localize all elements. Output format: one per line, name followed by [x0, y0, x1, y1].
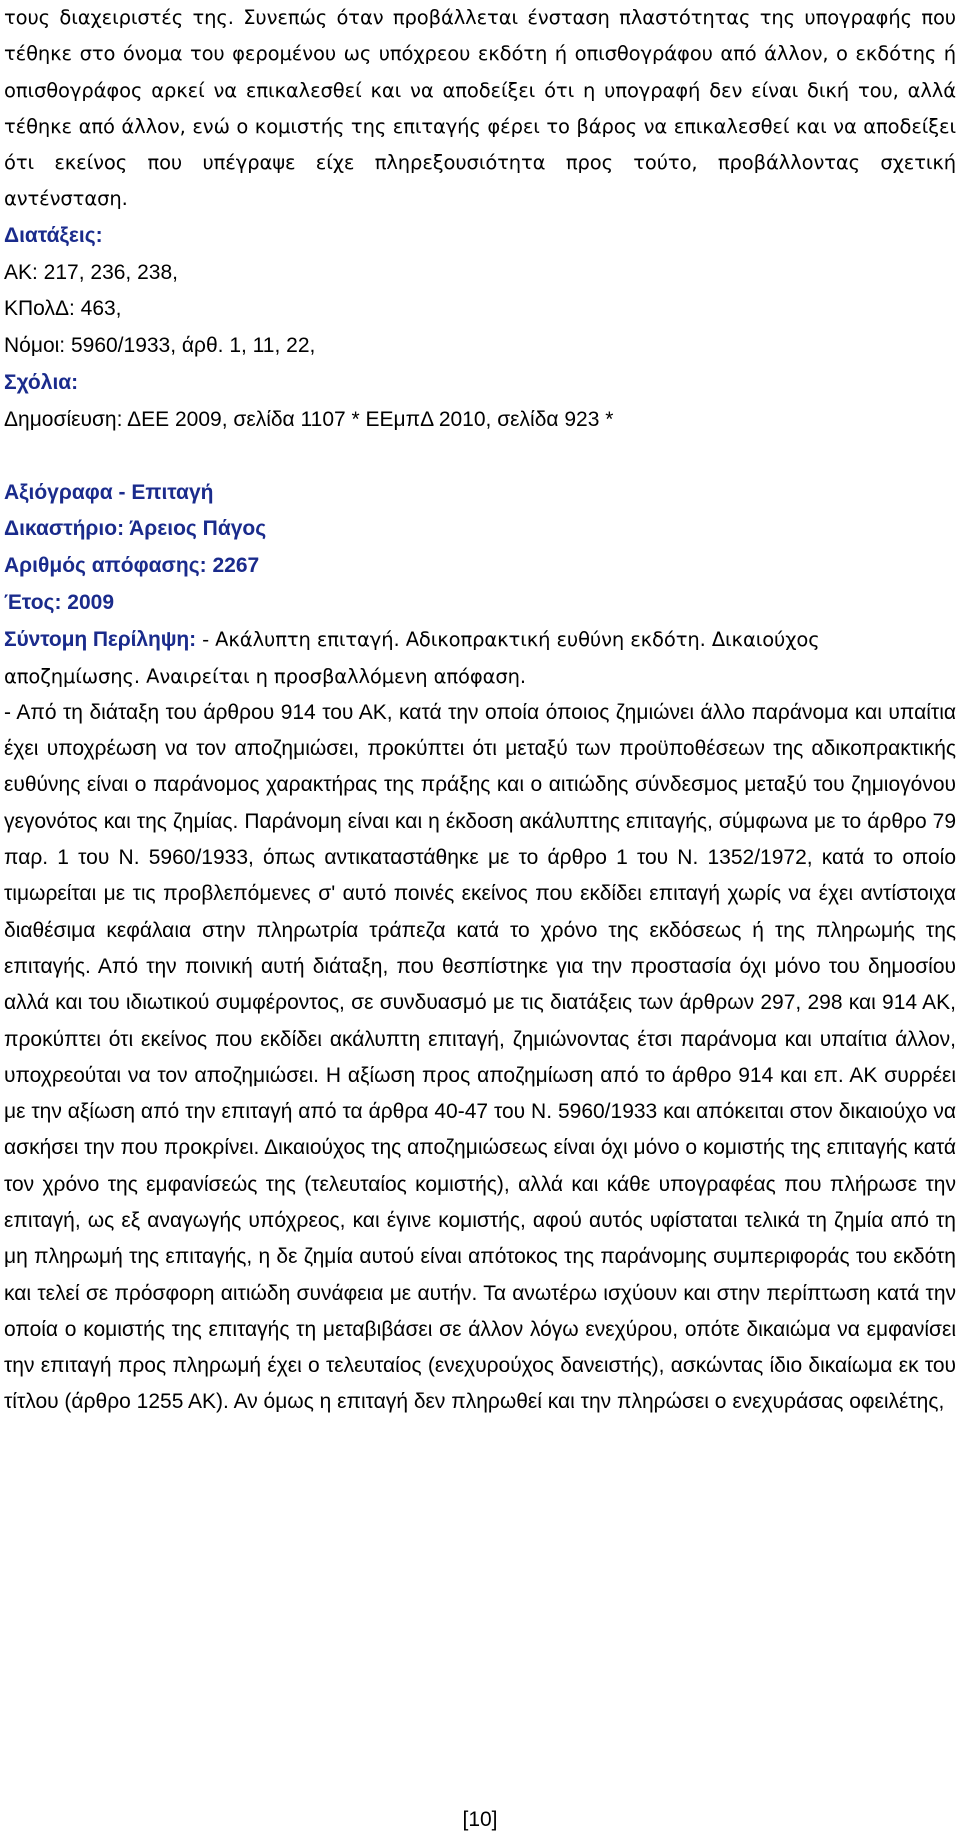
- case-subject: Αξιόγραφα - Επιταγή: [4, 480, 214, 504]
- provision-laws: Νόμοι: 5960/1933, άρθ. 1, 11, 22,: [4, 334, 316, 358]
- case-header: [4, 475, 956, 622]
- case-decision-number: Αριθμός απόφασης: 2267: [4, 554, 260, 578]
- spacer: [4, 439, 956, 475]
- previous-paragraph: τους διαχειριστές της. Συνεπώς όταν προβάλλεται ένσταση πλαστότητας της υπογραφής που τέθηκε στο όνομα του φερομένου ως υπόχρεου εκδότη ή οπισθογράφου από άλλον, ο εκδότης ή οπισθογράφος αρκεί να επικαλεσθεί και να αποδείξει ότι η υπογραφή δεν είναι δική του, αλλά τέθηκε από άλλον, ενώ ο κομιστής της επιταγής φέρει το βάρος να επικαλεσθεί και να αποδείξει ότι εκείνος που υπέγραψε είχε πληρεξουσιότητα προς τούτο, προβάλλοντας σχετική αντένσταση.: [4, 6, 956, 211]
- provisions-label: Διατάξεις:: [4, 223, 103, 247]
- summary-label: Σύντομη Περίληψη:: [4, 627, 197, 651]
- case-body: - Από τη διάταξη του άρθρου 914 του ΑΚ, κατά την οποία όποιος ζημιώνει άλλο παράνομα και υπαίτια έχει υποχρέωση να τον αποζημιώσει, προκύπτει ότι μεταξύ των προϋποθέσεων της αδικοπρακτικής ευθύνης είναι ο παράνομος χαρακτήρας της πράξης και ο αιτιώδης σύνδεσμος μεταξύ του ζημιογόνου γεγονότος και της ζημίας. Παράνομη είναι και η έκδοση ακάλυπτης επιταγής, σύμφωνα με το άρθρο 79 παρ. 1 του Ν. 5960/1933, όπως αντικαταστάθηκε με το άρθρο 1 του Ν. 1352/1972, κατά το οποίο τιμωρείται με τις προβλεπόμενες σ' αυτό ποινές εκείνος που εκδίδει επιταγή χωρίς να έχει αντίστοιχα διαθέσιμα κεφάλαια στην πληρωτρία τράπεζα κατά το χρόνο της εκδόσεως ή της πληρωμής της επιταγής. Από την ποινική αυτή διάταξη, που θεσπίστηκε για την προστασία όχι μόνο του δημοσίου αλλά και του ιδιωτικού συμφέροντος, σε συνδυασμό με τις διατάξεις των άρθρων 297, 298 και 914 ΑΚ, προκύπτει ότι εκείνος που εκδίδει ακάλυπτη επιταγή, ζημιώνοντας έτσι παράνομα και υπαίτια άλλον, υποχρεούται να τον αποζημιώσει. Η αξίωση προς αποζημίωση από το άρθρο 914 και επ. ΑΚ συρρέει με την αξίωση από την επιταγή από τα άρθρα 40-47 του Ν. 5960/1933 και απόκειται στον δικαιούχο να ασκήσει την που προκρίνει. Δικαιούχος της αποζημιώσεως είναι όχι μόνο ο κομιστής της επιταγής κατά τον χρόνο της εμφανίσεώς της (τελευταίος κομιστής), αλλά και κάθε υπογραφέας που πλήρωσε την επιταγή, ως εξ αναγωγής υπόχρεος, και έγινε κομιστής, αφού αυτός υφίσταται τελικά τη ζημία από τη μη πληρωμή της επιταγής, η δε ζημία αυτού είναι απότοκος της παράνομης συμπεριφοράς του εκδότη και τελεί σε πρόσφορη αιτιώδη συνάφεια με αυτήν. Τα ανωτέρω ισχύουν και στην περίπτωση κατά την οποία ο κομιστής της επιταγής τη μεταβιβάσει σε άλλον λόγω ενεχύρου, οπότε δικαιώμα να εμφανίσει την επιταγή προς πληρωμή έχει ο τελευταίος (ενεχυρούχος δανειστής), ασκώντας ίδιο δικαίωμα εκ του τίτλου (άρθρο 1255 ΑΚ). Αν όμως η επιταγή δεν πληρωθεί και την πληρώσει ο ενεχυράσας οφειλέτης,: [4, 700, 956, 1414]
- provision-ak: ΑΚ: 217, 236, 238,: [4, 260, 178, 284]
- provision-kpold: ΚΠολΔ: 463,: [4, 297, 122, 321]
- summary-text: - Ακάλυπτη επιταγή. Αδικοπρακτική ευθύνη εκδότη. Δικαιούχος αποζημίωσης. Αναιρείται η προσβαλλόμενη απόφαση.: [4, 627, 820, 688]
- publication-line: Δημοσίευση: ΔΕΕ 2009, σελίδα 1107 * ΕΕμπΔ 2010, σελίδα 923 *: [4, 407, 614, 431]
- case-court: Δικαστήριο: Άρειος Πάγος: [4, 517, 267, 541]
- notes-label: Σχόλια:: [4, 370, 79, 394]
- case-year: Έτος: 2009: [4, 590, 114, 614]
- provisions-section: [4, 218, 956, 439]
- page-number: [10]: [462, 1808, 498, 1831]
- case-summary: [4, 622, 956, 695]
